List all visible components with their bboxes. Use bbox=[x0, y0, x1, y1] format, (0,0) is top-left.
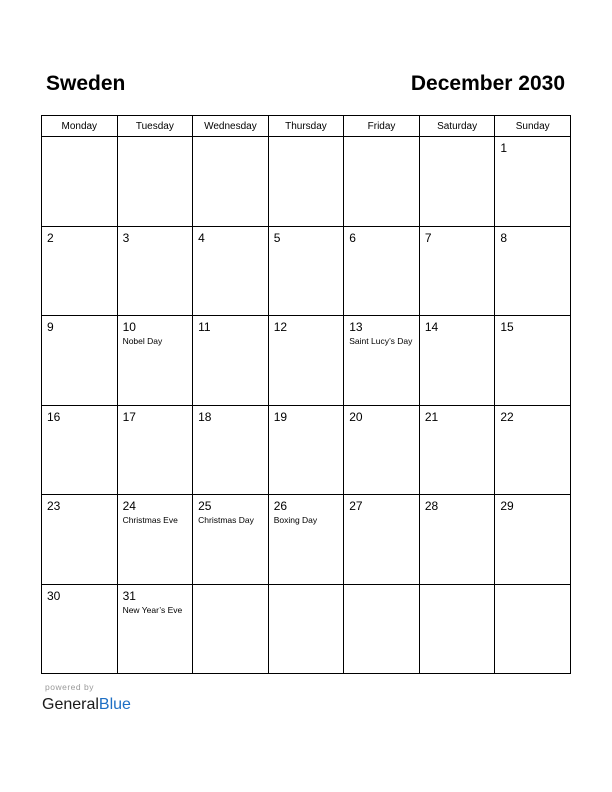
calendar-day-cell bbox=[42, 495, 118, 585]
calendar-day-cell bbox=[495, 495, 571, 585]
calendar-day-cell bbox=[42, 316, 118, 406]
calendar-week-row bbox=[42, 584, 571, 674]
brand-blue-text: Blue bbox=[98, 696, 131, 713]
calendar-day-cell bbox=[419, 226, 495, 316]
calendar-day-cell bbox=[344, 226, 420, 316]
calendar-empty-cell bbox=[495, 584, 571, 674]
calendar-day-cell bbox=[495, 226, 571, 316]
calendar-day-cell bbox=[117, 405, 193, 495]
day-number: 22 bbox=[500, 409, 514, 424]
calendar-day-cell bbox=[268, 495, 344, 585]
calendar-day-cell bbox=[42, 226, 118, 316]
calendar-week-row bbox=[42, 316, 571, 406]
day-number: 6 bbox=[349, 230, 356, 245]
day-number: 23 bbox=[47, 499, 61, 513]
calendar-day-cell bbox=[419, 495, 495, 585]
calendar-day-cell bbox=[419, 316, 495, 406]
day-number: 21 bbox=[424, 409, 439, 424]
day-number: 30 bbox=[47, 588, 61, 603]
day-number: 11 bbox=[198, 320, 211, 334]
holiday-label: Nobel Day bbox=[122, 336, 163, 346]
day-number: 1 bbox=[500, 141, 508, 155]
calendar-day-cell bbox=[117, 584, 193, 674]
calendar-day-cell bbox=[495, 405, 571, 495]
calendar-day-cell bbox=[268, 316, 344, 406]
day-number: 27 bbox=[349, 499, 363, 513]
calendar-day-cell bbox=[117, 495, 193, 585]
day-number: 9 bbox=[47, 320, 54, 334]
day-number: 19 bbox=[273, 409, 288, 424]
calendar-empty-cell bbox=[42, 137, 118, 227]
weekday-header: Monday bbox=[42, 116, 118, 137]
weekday-header: Tuesday bbox=[117, 116, 193, 137]
calendar-day-cell bbox=[344, 316, 420, 406]
calendar-day-cell bbox=[42, 405, 118, 495]
day-number: 17 bbox=[122, 409, 136, 424]
calendar-empty-cell bbox=[193, 584, 269, 674]
calendar-day-cell bbox=[419, 405, 495, 495]
calendar-empty-cell bbox=[344, 137, 420, 227]
weekday-header: Saturday bbox=[419, 116, 495, 137]
calendar-day-cell bbox=[344, 495, 420, 585]
calendar-day-cell bbox=[193, 226, 269, 316]
day-number: 14 bbox=[424, 320, 439, 334]
day-number: 2 bbox=[47, 230, 54, 245]
calendar-day-cell bbox=[193, 495, 269, 585]
country-title: Sweden bbox=[46, 72, 126, 95]
day-number: 8 bbox=[500, 230, 508, 245]
weekday-header: Friday bbox=[344, 116, 420, 137]
calendar-day-cell bbox=[268, 405, 344, 495]
day-number: 3 bbox=[122, 230, 130, 245]
weekday-header-row bbox=[42, 116, 571, 137]
calendar-day-cell bbox=[42, 584, 118, 674]
day-number: 12 bbox=[273, 320, 288, 334]
calendar-day-cell bbox=[117, 316, 193, 406]
holiday-label: New Year’s Eve bbox=[122, 604, 183, 615]
calendar-week-row bbox=[42, 226, 571, 316]
calendar-day-cell bbox=[344, 405, 420, 495]
calendar-empty-cell bbox=[344, 584, 420, 674]
calendar-empty-cell bbox=[419, 584, 495, 674]
calendar-empty-cell bbox=[193, 137, 269, 227]
day-number: 29 bbox=[500, 499, 514, 513]
brand-general-text: General bbox=[42, 696, 99, 713]
day-number: 13 bbox=[349, 320, 363, 334]
day-number: 24 bbox=[122, 499, 136, 513]
day-number: 4 bbox=[198, 230, 205, 245]
holiday-label: Christmas Day bbox=[198, 515, 254, 525]
calendar-day-cell bbox=[193, 316, 269, 406]
calendar-day-cell bbox=[117, 226, 193, 316]
calendar-day-cell bbox=[268, 226, 344, 316]
weekday-header: Sunday bbox=[495, 116, 571, 137]
day-number: 25 bbox=[198, 499, 212, 513]
day-number: 15 bbox=[500, 320, 514, 334]
calendar-empty-cell bbox=[117, 137, 193, 227]
generalblue-logo bbox=[42, 695, 131, 715]
month-year-title: December 2030 bbox=[410, 72, 565, 95]
calendar-empty-cell bbox=[419, 137, 495, 227]
day-number: 7 bbox=[424, 230, 432, 245]
weekday-header: Wednesday bbox=[193, 116, 269, 137]
calendar-grid bbox=[41, 115, 571, 674]
day-number: 20 bbox=[349, 409, 363, 424]
calendar-week-row bbox=[42, 495, 571, 585]
calendar-day-cell bbox=[495, 316, 571, 406]
day-number: 31 bbox=[122, 588, 136, 603]
day-number: 18 bbox=[198, 409, 212, 424]
calendar-day-cell bbox=[495, 137, 571, 227]
day-number: 5 bbox=[273, 230, 281, 245]
calendar-day-cell bbox=[193, 405, 269, 495]
day-number: 26 bbox=[273, 499, 288, 513]
calendar-week-row bbox=[42, 405, 571, 495]
calendar-empty-cell bbox=[268, 584, 344, 674]
powered-by-text: powered by bbox=[45, 682, 94, 692]
holiday-label: Christmas Eve bbox=[122, 515, 178, 525]
footer-branding bbox=[42, 682, 131, 715]
day-number: 28 bbox=[424, 499, 439, 513]
holiday-label: Boxing Day bbox=[273, 515, 318, 525]
calendar-week-row bbox=[42, 137, 571, 227]
holiday-label: Saint Lucy’s Day bbox=[349, 336, 413, 346]
calendar-empty-cell bbox=[268, 137, 344, 227]
weekday-header: Thursday bbox=[268, 116, 344, 137]
day-number: 16 bbox=[47, 409, 61, 424]
day-number: 10 bbox=[122, 320, 136, 334]
